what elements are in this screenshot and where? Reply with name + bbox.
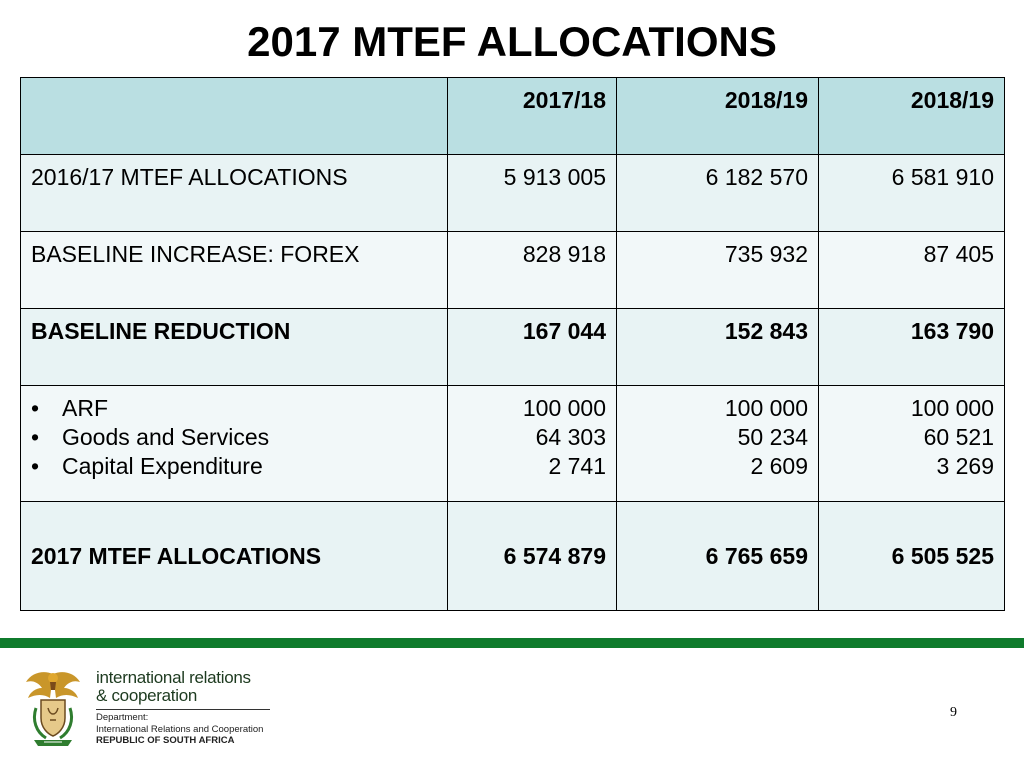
bullet-glyph: •: [31, 424, 40, 450]
row-value: 100 000: [522, 395, 606, 421]
row-value: 6 581 910: [819, 155, 1005, 232]
row-label: BASELINE REDUCTION: [21, 309, 448, 386]
header-cell-2018-19-b: 2018/19: [819, 78, 1005, 155]
row-value: 167 044: [448, 309, 617, 386]
row-value: 152 843: [617, 309, 819, 386]
bullet-label: Capital Expenditure: [62, 453, 263, 479]
table-row-breakdown: [21, 386, 1005, 502]
department-label: Department:: [96, 712, 149, 723]
bullet-glyph: •: [31, 453, 40, 479]
bullet-item: [31, 452, 437, 481]
table-row: [21, 155, 1005, 232]
breakdown-values: [617, 386, 819, 502]
slide-title: 2017 MTEF ALLOCATIONS: [247, 18, 777, 65]
row-value: 735 932: [617, 232, 819, 309]
row-value: 5 913 005: [448, 155, 617, 232]
row-value: 64 303: [535, 424, 606, 450]
row-value: 2 609: [750, 453, 808, 479]
department-name: International Relations and Cooperation: [96, 724, 264, 735]
footer-divider-bar: [0, 638, 1024, 648]
header-cell-2018-19: 2018/19: [617, 78, 819, 155]
coat-of-arms-icon: [22, 668, 84, 750]
breakdown-values: [819, 386, 1005, 502]
department-logo: [22, 668, 282, 752]
row-value: 6 505 525: [819, 502, 1005, 611]
table-row: [21, 309, 1005, 386]
row-value: 87 405: [819, 232, 1005, 309]
table-row-total: [21, 502, 1005, 611]
row-value: 100 000: [724, 395, 808, 421]
row-label: 2017 MTEF ALLOCATIONS: [21, 502, 448, 611]
header-cell-2017-18: 2017/18: [448, 78, 617, 155]
table-header-row: [21, 78, 1005, 155]
row-value: 6 574 879: [448, 502, 617, 611]
row-value: 2 741: [548, 453, 606, 479]
row-value: 163 790: [819, 309, 1005, 386]
bullet-item: [31, 394, 437, 423]
bullet-label: ARF: [62, 395, 108, 421]
country-name: REPUBLIC OF SOUTH AFRICA: [96, 735, 235, 746]
row-label: 2016/17 MTEF ALLOCATIONS: [21, 155, 448, 232]
row-value: 50 234: [737, 424, 808, 450]
brand-divider: [96, 709, 270, 710]
row-label: BASELINE INCREASE: FOREX: [21, 232, 448, 309]
brand-line-1: international relations: [96, 668, 251, 687]
brand-line-2: & cooperation: [96, 686, 198, 705]
bullet-item: [31, 423, 437, 452]
bullet-glyph: •: [31, 395, 40, 421]
row-value: 100 000: [910, 395, 994, 421]
row-value: 60 521: [923, 424, 994, 450]
header-cell-empty: [21, 78, 448, 155]
bullet-label: Goods and Services: [62, 424, 270, 450]
breakdown-labels: [21, 386, 448, 502]
table-row: [21, 232, 1005, 309]
row-value: 6 182 570: [617, 155, 819, 232]
row-value: 828 918: [448, 232, 617, 309]
page-number: 9: [950, 705, 957, 720]
row-value: 6 765 659: [617, 502, 819, 611]
breakdown-values: [448, 386, 617, 502]
row-value: 3 269: [936, 453, 994, 479]
allocations-table: [20, 77, 1005, 611]
